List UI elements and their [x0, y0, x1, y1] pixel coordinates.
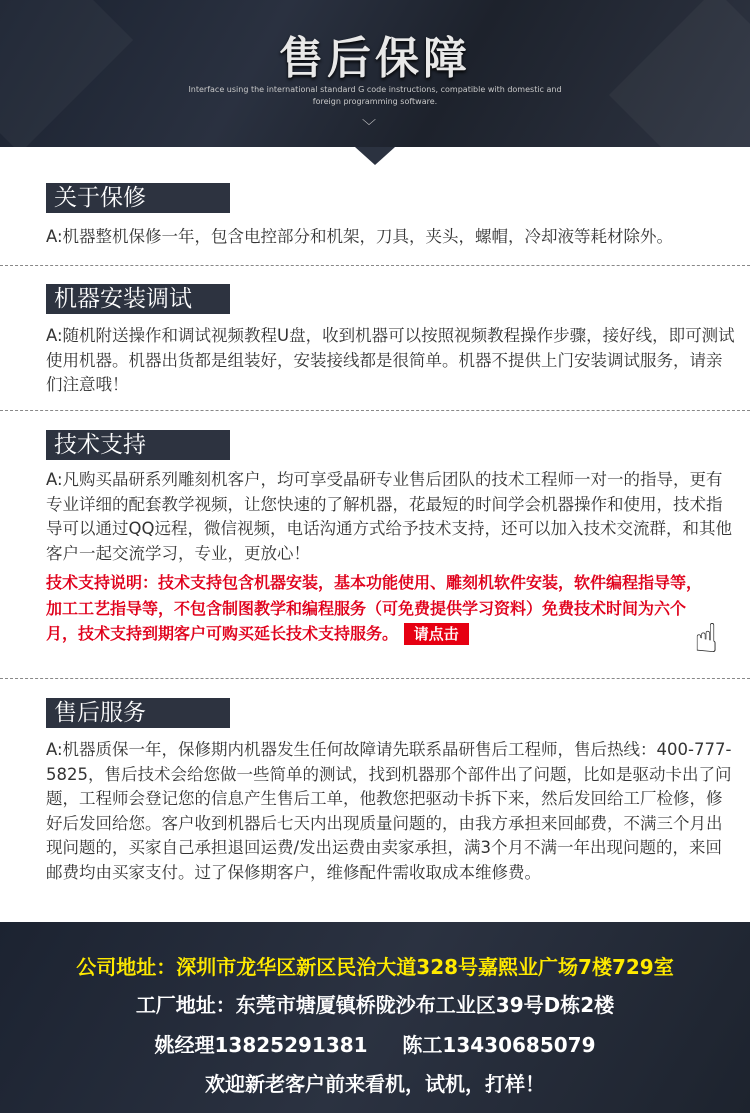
divider — [0, 678, 750, 679]
pointing-hand-icon: ☝ — [694, 616, 719, 662]
section-title-tech-support: 技术支持 — [46, 430, 230, 460]
section-text-installation: A:随机附送操作和调试视频教程U盘，收到机器可以按照视频教程操作步骤，接好线，即可测试使用机器。机器出货都是组装好，安装接线都是很简单。机器不提供上门安装调试服务，请亲们注意哦！ — [46, 326, 735, 394]
company-address: 公司地址：深圳市龙华区新区民治大道328号嘉熙业广场7楼729室 — [76, 955, 674, 979]
page-subtitle: Interface using the international standard G code instructions, compatible with domestic and foreign programming software. — [188, 85, 562, 106]
section-title-installation: 机器安装调试 — [46, 284, 230, 314]
contact-phones: 姚经理13825291381 陈工13430685079 — [154, 1033, 596, 1057]
triangle-pointer — [355, 147, 395, 165]
welcome-text: 欢迎新老客户前来看机，试机，打样！ — [205, 1072, 545, 1096]
section-title-warranty: 关于保修 — [46, 183, 230, 213]
section-text-after-sales: A:机器质保一年，保修期内机器发生任何故障请先联系晶研售后工程师，售后热线：400-777-5825，售后技术会给您做一些简单的测试，找到机器那个部件出了问题，比如是驱动卡出了问题，工程师会登记您的信息产生售后工单，他教您把驱动卡拆下来，然后发回给工厂检修，修好后发回给您。客户收到机器后七天内出现质量问题的，由我方承担来回邮费，不满三个月出现问题的，买家自己承担退回运费/发出运费由卖家承担，满3个月不满一年出现问题的，来回邮费均由买家支付。过了保修期客户，维修配件需收取成本维修费。 — [46, 740, 732, 882]
page-title: 售后保障 — [279, 33, 471, 84]
chevron-down-icon: ﹀ — [362, 119, 376, 135]
section-text-tech-support: A:凡购买晶研系列雕刻机客户，均可享受晶研专业售后团队的技术工程师一对一的指导，更有专业详细的配套教学视频，让您快速的了解机器，花最短的时间学会机器操作和使用，技术指导可以通过QQ远程，微信视频，电话沟通方式给予技术支持，还可以加入技术交流群，和其他客户一起交流学习，专业，更放心！ — [46, 470, 732, 563]
hero-banner — [0, 0, 750, 147]
divider — [0, 265, 750, 266]
footer-contact — [0, 922, 750, 1113]
click-here-button[interactable]: 请点击 — [404, 623, 469, 645]
divider — [0, 410, 750, 411]
factory-address: 工厂地址：东莞市塘厦镇桥陇沙布工业区39号D栋2楼 — [135, 993, 615, 1017]
tech-support-note: 技术支持说明：技术支持包含机器安装，基本功能使用、雕刻机软件安装，软件编程指导等，加工工艺指导等，不包含制图教学和编程服务（可免费提供学习资料）免费技术时间为六个月，技术支持到期客户可购买延长技术支持服务。 请点击 — [46, 573, 703, 643]
section-text-warranty: A:机器整机保修一年，包含电控部分和机架，刀具，夹头，螺帽，冷却液等耗材除外。 — [46, 227, 674, 246]
section-title-after-sales: 售后服务 — [46, 698, 230, 728]
